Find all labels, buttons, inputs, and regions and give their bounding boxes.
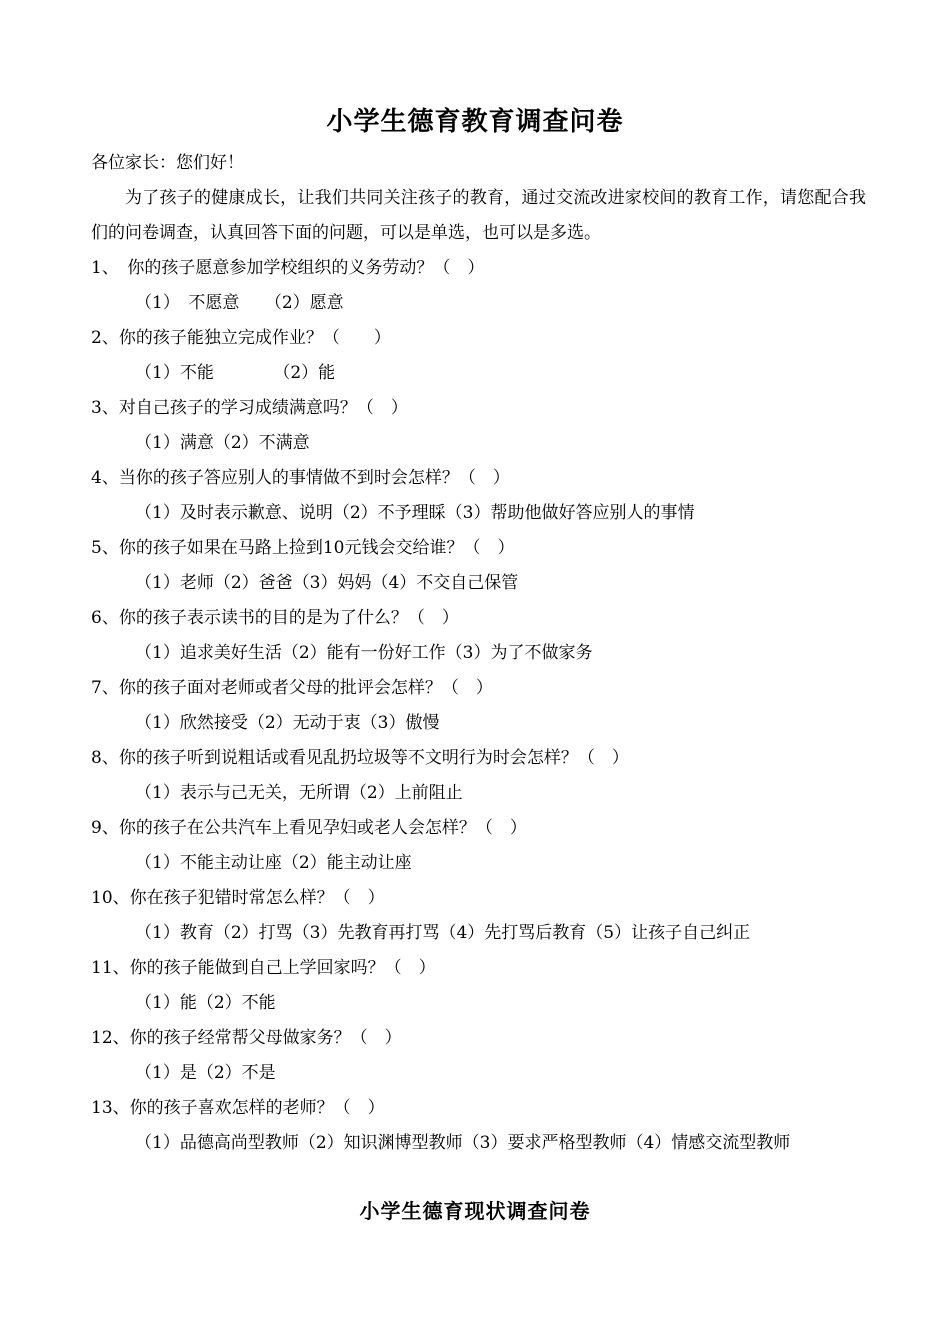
- question-2: 2、你的孩子能独立完成作业？（ ）: [91, 328, 391, 348]
- question-8-options: （1）表示与己无关，无所谓（2）上前阻止: [135, 783, 463, 803]
- question-7-options: （1）欣然接受（2）无动于衷（3）傲慢: [135, 713, 440, 733]
- question-11-options: （1）能（2）不能: [135, 993, 276, 1013]
- question-10: 10、你在孩子犯错时常怎么样？（ ）: [91, 888, 385, 908]
- question-10-options: （1）教育（2）打骂（3）先教育再打骂（4）先打骂后教育（5）让孩子自己纠正: [135, 923, 751, 943]
- question-6: 6、你的孩子表示读书的目的是为了什么？（ ）: [91, 608, 459, 628]
- intro-paragraph: 为了孩子的健康成长，让我们共同关注孩子的教育，通过交流改进家校间的教育工作，请您配合我们的问卷调查，认真回答下面的问题，可以是单选，也可以是多选。: [91, 188, 866, 243]
- question-2-options: （1）不能 （2）能: [135, 363, 336, 383]
- question-3: 3、对自己孩子的学习成绩满意吗？（ ）: [91, 398, 408, 418]
- question-6-options: （1）追求美好生活（2）能有一份好工作（3）为了不做家务: [135, 643, 593, 663]
- question-4: 4、当你的孩子答应别人的事情做不到时会怎样？（ ）: [91, 468, 510, 488]
- question-4-options: （1）及时表示歉意、说明（2）不予理睬（3）帮助他做好答应别人的事情: [135, 503, 695, 523]
- greeting: 各位家长：您们好！: [91, 153, 244, 173]
- question-7: 7、你的孩子面对老师或者父母的批评会怎样？（ ）: [91, 678, 493, 698]
- questionnaire-body: [91, 146, 866, 1161]
- question-3-options: （1）满意（2）不满意: [135, 433, 310, 453]
- question-5: 5、你的孩子如果在马路上捡到10元钱会交给谁？（ ）: [91, 538, 515, 558]
- section-subtitle: 小学生德育现状调查问卷: [359, 1199, 591, 1223]
- question-5-options: （1）老师（2）爸爸（3）妈妈（4）不交自己保管: [135, 573, 519, 593]
- question-12: 12、你的孩子经常帮父母做家务？（ ）: [91, 1028, 402, 1048]
- question-1-options: （1） 不愿意 （2）愿意: [135, 293, 344, 313]
- question-13-options: （1）品德高尚型教师（2）知识渊博型教师（3）要求严格型教师（4）情感交流型教师: [135, 1133, 791, 1153]
- question-11: 11、你的孩子能做到自己上学回家吗？（ ）: [91, 958, 436, 978]
- question-13: 13、你的孩子喜欢怎样的老师？（ ）: [91, 1098, 385, 1118]
- question-12-options: （1）是（2）不是: [135, 1063, 276, 1083]
- question-8: 8、你的孩子听到说粗话或看见乱扔垃圾等不文明行为时会怎样？（ ）: [91, 748, 629, 768]
- question-1: 1、 你的孩子愿意参加学校组织的义务劳动？（ ）: [91, 258, 485, 278]
- question-9: 9、你的孩子在公共汽车上看见孕妇或老人会怎样？（ ）: [91, 818, 527, 838]
- page-title: 小学生德育教育调查问卷: [326, 107, 624, 137]
- question-9-options: （1）不能主动让座（2）能主动让座: [135, 853, 412, 873]
